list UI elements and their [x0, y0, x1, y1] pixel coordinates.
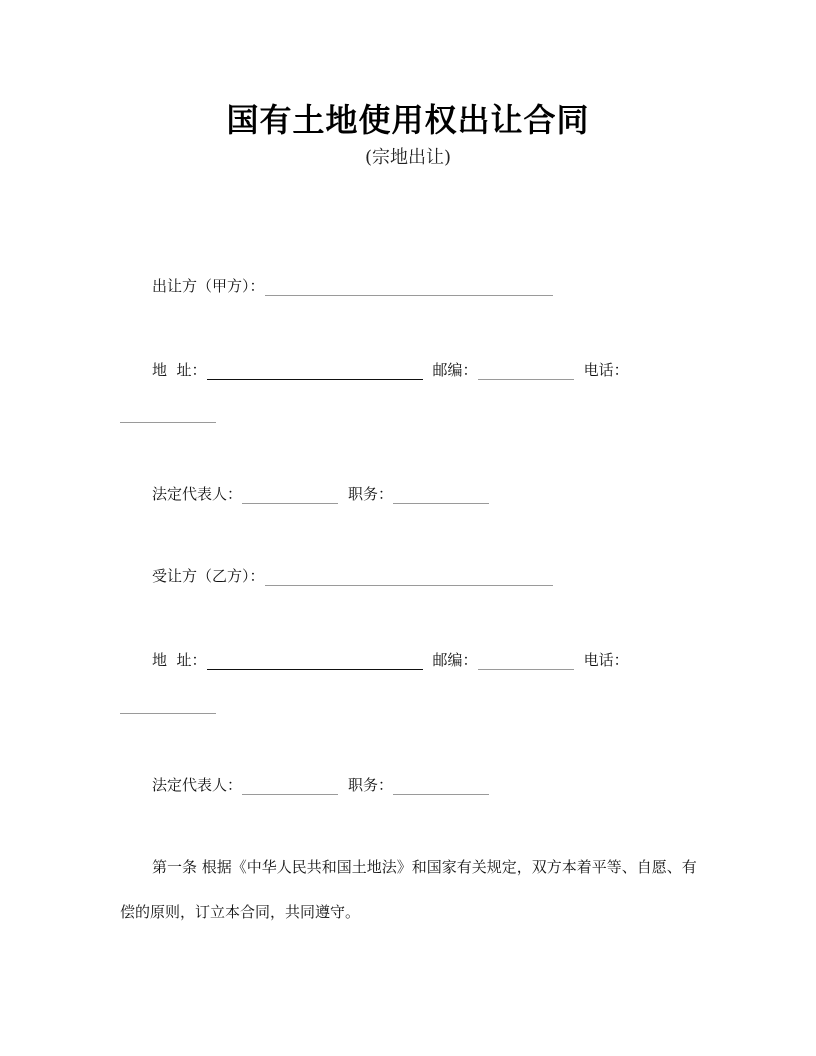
grantee-postcode-field[interactable]: [478, 655, 574, 670]
grantor-postcode-label: 邮编：: [432, 361, 478, 379]
grantee-title-field[interactable]: [393, 780, 489, 795]
grantor-rep-field[interactable]: [242, 489, 338, 504]
document-title: 国有土地使用权出让合同: [226, 101, 590, 139]
grantor-address-label: 地 址：: [152, 361, 207, 379]
grantee-rep-row: [152, 775, 489, 795]
grantee-phone-label: 电话：: [583, 651, 629, 669]
grantor-rep-row: [152, 484, 489, 504]
grantee-phone-field[interactable]: [120, 699, 216, 714]
grantor-address-field[interactable]: [207, 365, 423, 380]
grantor-row: [152, 276, 553, 296]
article-1-paragraph: 第一条 根据《中华人民共和国土地法》和国家有关规定，双方本着平等、自愿、有偿的原则，订立本合同，共同遵守。: [120, 858, 697, 921]
document-subtitle: (宗地出让): [364, 147, 452, 168]
grantee-address-row: [152, 650, 629, 670]
grantor-rep-label: 法定代表人：: [152, 485, 243, 503]
grantor-phone-field[interactable]: [120, 408, 216, 423]
grantor-label: 出让方（甲方）：: [152, 277, 265, 295]
grantee-row: [152, 566, 553, 586]
grantor-title-label: 职务：: [348, 485, 394, 503]
grantee-postcode-label: 邮编：: [432, 651, 478, 669]
grantor-name-field[interactable]: [265, 281, 553, 296]
grantor-address-row: [152, 360, 629, 380]
grantor-phone-row: [120, 403, 216, 423]
grantor-phone-label: 电话：: [583, 361, 629, 379]
grantor-title-field[interactable]: [393, 489, 489, 504]
grantee-name-field[interactable]: [265, 571, 553, 586]
grantee-phone-row: [120, 694, 216, 714]
grantor-postcode-field[interactable]: [478, 365, 574, 380]
grantee-address-field[interactable]: [207, 655, 423, 670]
grantee-rep-label: 法定代表人：: [152, 776, 243, 794]
grantee-title-label: 职务：: [348, 776, 394, 794]
grantee-rep-field[interactable]: [242, 780, 338, 795]
grantee-label: 受让方（乙方）：: [152, 567, 265, 585]
grantee-address-label: 地 址：: [152, 651, 207, 669]
